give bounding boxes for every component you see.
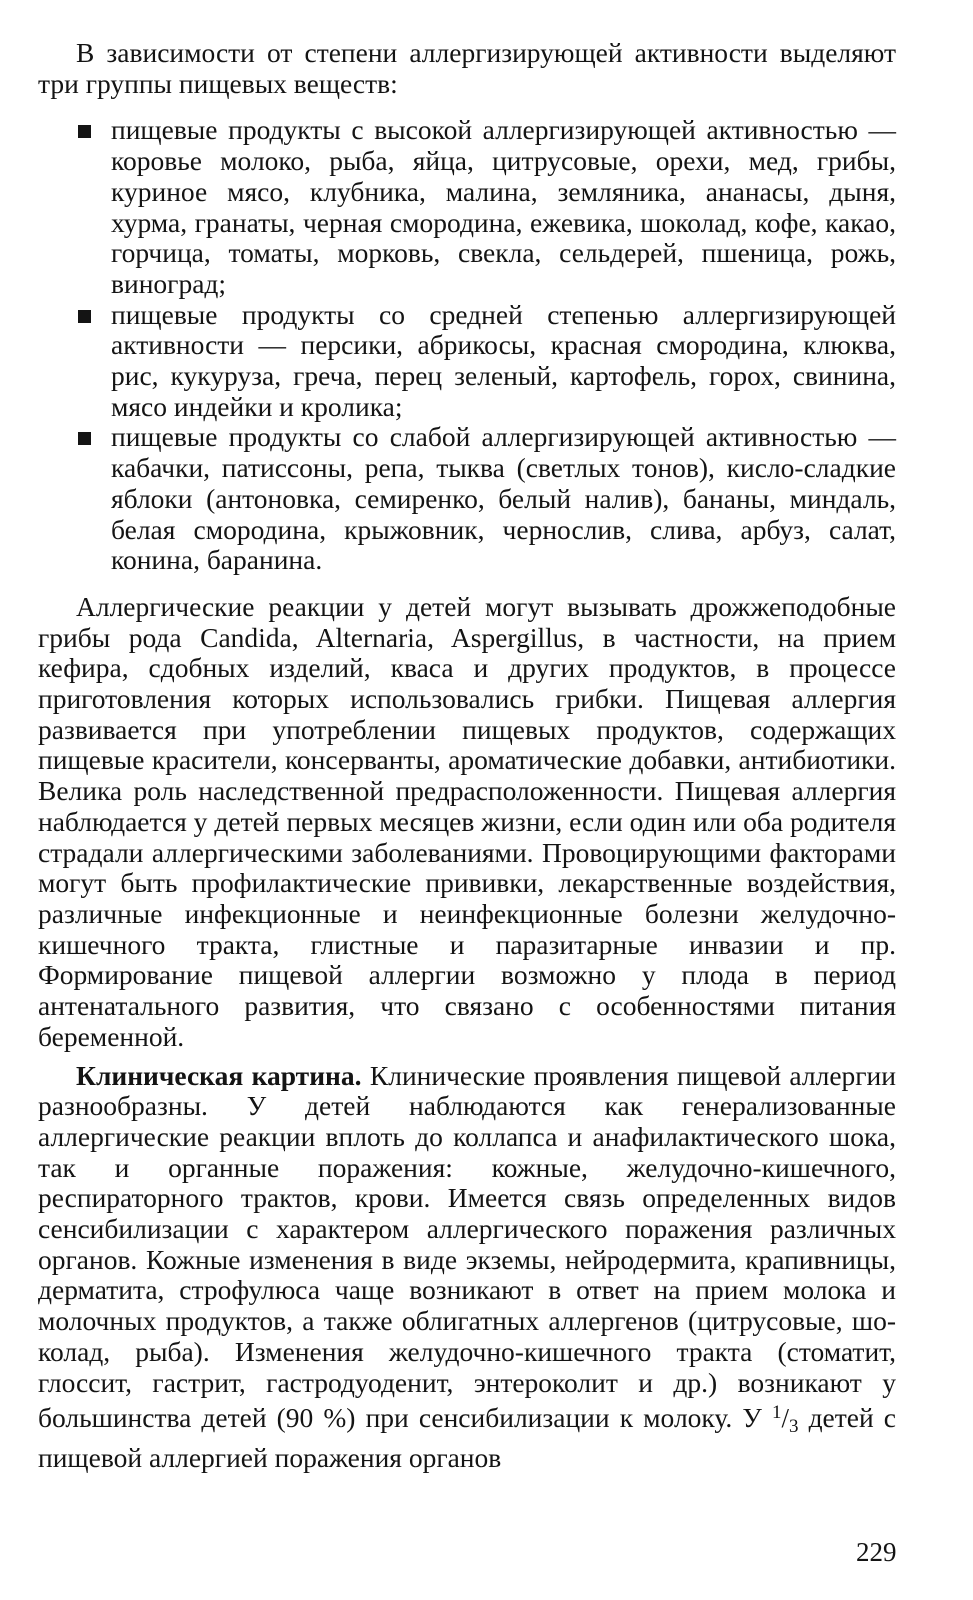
- clinical-text: Клинические проявления пищевой аллергии разнообразны. У детей наблюдаются как генерализованные аллергические реакции вплоть до коллапса и анафилактического шока, так и органные поражения: кожные, желудочно-кишечного, респираторного трактов, крови. Имеется связь определенных видов сенсибилизации с характером аллергического поражения различных органов. Кожные изменения в виде экземы, нейродермита, крапивницы, дерматита, строфулюса чаще возникают в ответ на прием молока и молочных продуктов, а также облигатных аллергенов (цитрусовые, шоколад, рыба). Изменения желудочно-кишечного тракта (стоматит, глоссит, гастрит, гастродуоденит, энтероколит и др.) возникают у большинства детей (90 %) при сенсибилизации к молоку. У: [38, 1059, 896, 1434]
- page-number: 229: [856, 1537, 897, 1567]
- fraction-denominator: 3: [788, 1416, 799, 1438]
- list-item: [111, 300, 896, 423]
- fraction-numerator: 1: [771, 1402, 782, 1424]
- causes-paragraph: Аллергические реакции у детей могут вызывать дрожжеподобные грибы рода Candida, Alternaria, Aspergillus, в частности, на прием кефира, сдобных изделий, кваса и других продуктов, в процессе приготовления которых использовались грибки. Пищевая аллергия развивается при употреблении пищевых продуктов, содержащих пищевые красители, консерванты, ароматические добавки, антибиотики. Велика роль наследственной предрасположенности. Пищевая аллергия наблюдается у детей первых месяцев жизни, если один или оба родителя страдали аллергическими заболеваниями. Провоцирующими факторами могут быть профилактические прививки, лекарственные воздействия, различные инфекционные и неинфекционные болезни желудочно-кишечного тракта, глистные и паразитарные инвазии и пр. Формирование пищевой аллергии возможно у плода в период антенатального развития, что связано с особенностями питания беременной.: [38, 590, 896, 1052]
- square-bullet-icon: [78, 432, 91, 445]
- clinical-heading: Клиническая картина.: [76, 1059, 362, 1091]
- clinical-paragraph: [38, 1061, 896, 1474]
- fraction-slash: /: [781, 1403, 789, 1434]
- list-item-text: пищевые продукты со средней степенью аллергизирующей активности — персики, абрикосы, красная смородина, клюква, рис, кукуруза, греча, перец зеленый, картофель, горох, свинина, мясо индейки и кролика;: [111, 298, 896, 422]
- list-item-text: пищевые продукты со слабой аллергизирующей активностью — кабачки, патиссоны, репа, тыква (светлых тонов), кисло-сладкие яблоки (антоновка, семиренко, белый налив), бананы, миндаль, белая смородина, крыжовник, чернослив, слива, арбуз, салат, конина, баранина.: [111, 421, 896, 576]
- list-item-text: пищевые продукты с высокой аллергизирующей активностью — коровье молоко, рыба, яйца, цитрусовые, орехи, мед, грибы, куриное мясо, клубника, малина, земляника, ананасы, дыня, хурма, гранаты, черная смородина, ежевика, шоколад, кофе, какао, горчица, томаты, морковь, свекла, сельдерей, пшеница, рожь, виноград;: [111, 114, 896, 299]
- square-bullet-icon: [78, 310, 91, 323]
- fraction: [771, 1402, 799, 1438]
- allergen-groups-list: [38, 115, 896, 576]
- intro-paragraph: В зависимости от степени аллергизирующей активности выделяют три группы пищевых веществ:: [38, 37, 896, 99]
- list-item: [111, 115, 896, 299]
- square-bullet-icon: [78, 125, 91, 138]
- book-page: [38, 38, 896, 1474]
- clinical-text-end: детей с пищевой аллергией поражения органов: [38, 1402, 897, 1473]
- list-item: [111, 422, 896, 576]
